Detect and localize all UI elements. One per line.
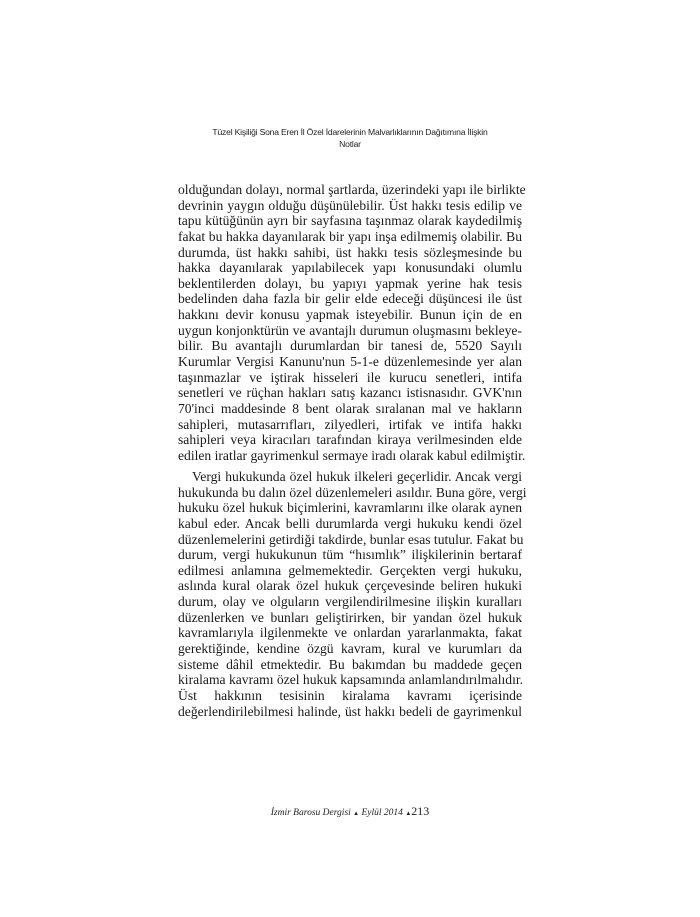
text-line: Üst hakkının tesisinin kiralama kavramı içerisinde xyxy=(178,687,522,703)
text-line: bilir. Bu avantajlı durumlardan bir tanesi de, 5520 Sayılı xyxy=(178,338,522,354)
text-line: sahipleri veya kiracıları tarafından kiraya verilmesinden elde xyxy=(178,432,522,448)
text-line: tapu kütüğünün ayrı bir sayfasına taşınmaz olarak kaydedilmiş xyxy=(178,213,522,229)
text-line: sahipleri, mutasarrıfları, zilyedleri, irtifak ve intifa hakkı xyxy=(178,416,522,432)
text-line: düzenlerken ve bunları geliştirirken, bir yandan özel hukuk xyxy=(178,609,522,625)
text-line: hakka dayanılarak yapılabilecek yapı konusundaki olumlu xyxy=(178,260,522,276)
text-line: değerlendirilebilmesi halinde, üst hakkı bedeli de gayrimenkul xyxy=(178,703,522,719)
text-line: durum, olay ve olguların vergilendirilmesine ilişkin kuralları xyxy=(178,594,522,610)
text-line: kabul eder. Ancak belli durumlarda vergi hukuku kendi özel xyxy=(178,515,522,531)
text-line: aslında kural olarak özel hukuk çerçevesinde beliren hukuki xyxy=(178,578,522,594)
text-line: 70'inci maddesinde 8 bent olarak sıralanan mal ve hakların xyxy=(178,400,522,416)
text-line: kiralama kavramı özel hukuk kapsamında anlamlandırılmalıdır. xyxy=(178,672,524,688)
text-line: hukukunda bu dalın özel düzenlemeleri asıldır. Buna göre, vergi xyxy=(178,484,527,500)
text-line: durum, vergi hukukunun tüm “hısımlık” ilişkilerinin bertaraf xyxy=(178,547,522,563)
text-line: kavramlarıyla ilgilenmekte ve onlardan yararlanmakta, fakat xyxy=(178,625,522,641)
footer-journal: İzmir Barosu Dergisi xyxy=(270,808,351,818)
text-line: beklentilerden dolayı, bu yapıyı yapmak yerine hak tesis xyxy=(178,275,522,291)
text-line: edilmesi anlamına gelmemektedir. Gerçekten vergi hukuku, xyxy=(178,562,522,578)
header-title-line2: Notlar xyxy=(339,139,361,149)
text-line: durumda, üst hakkı sahibi, üst hakkı tesis sözleşmesinde bu xyxy=(178,244,522,260)
page-footer xyxy=(0,804,700,819)
page-number: 213 xyxy=(411,804,430,818)
text-line: düzenlemelerini getirdiği takdirde, bunlar esas tutulur. Fakat bu xyxy=(178,531,524,547)
paragraph-1 xyxy=(178,182,526,464)
text-line: devrinin yaygın olduğu düşünülebilir. Üst hakkı tesis edilip ve xyxy=(178,197,522,213)
text-line: sisteme dâhil etmektedir. Bu bakımdan bu maddede geçen xyxy=(178,656,522,672)
header-title-line1: Tüzel Kişiliği Sona Eren İl Özel İdarelerinin Malvarlıklarının Dağıtımına İlişkin xyxy=(212,127,488,137)
footer-separator: ▲ xyxy=(353,811,360,817)
text-line: olduğundan dolayı, normal şartlarda, üzerindeki yapı ile birlikte xyxy=(178,182,526,197)
running-header xyxy=(150,126,550,150)
text-line: gerektiğinde, kendine özgü kavram, kural ve kurumları da xyxy=(178,641,522,657)
footer-date: Eylül 2014 xyxy=(361,808,403,818)
text-line: Vergi hukukunda özel hukuk ilkeleri geçerlidir. Ancak vergi xyxy=(192,469,522,484)
text-line: uygun konjonktürün ve avantajlı durumun oluşmasını bekleye- xyxy=(178,322,522,338)
paragraph-2 xyxy=(178,469,527,719)
text-line: hukuku özel hukuk biçimlerini, kavramlarını ilke olarak aynen xyxy=(178,500,522,516)
text-line: Kurumlar Vergisi Kanunu'nun 5-1-e düzenlemesinde yer alan xyxy=(178,354,522,370)
footer-separator: ▲ xyxy=(405,811,412,817)
text-line: edilen iratlar gayrimenkul sermaye iradı olarak kabul edilmiştir. xyxy=(178,447,526,463)
text-line: taşınmazlar ve iştirak hisseleri ile kurucu senetleri, intifa xyxy=(178,369,522,385)
text-line: bedelinden daha fazla bir gelir elde edeceği düşüncesi ile üst xyxy=(178,291,522,307)
text-line: fakat bu hakka dayanılarak bir yapı inşa edilmemiş olabilir. Bu xyxy=(178,228,522,244)
text-line: senetleri ve rüçhan hakları satış kazancı istisnasıdır. GVK'nın xyxy=(178,385,522,401)
text-line: hakkını devir konusu yapmak isteyebilir. Bunun için de en xyxy=(178,307,522,323)
